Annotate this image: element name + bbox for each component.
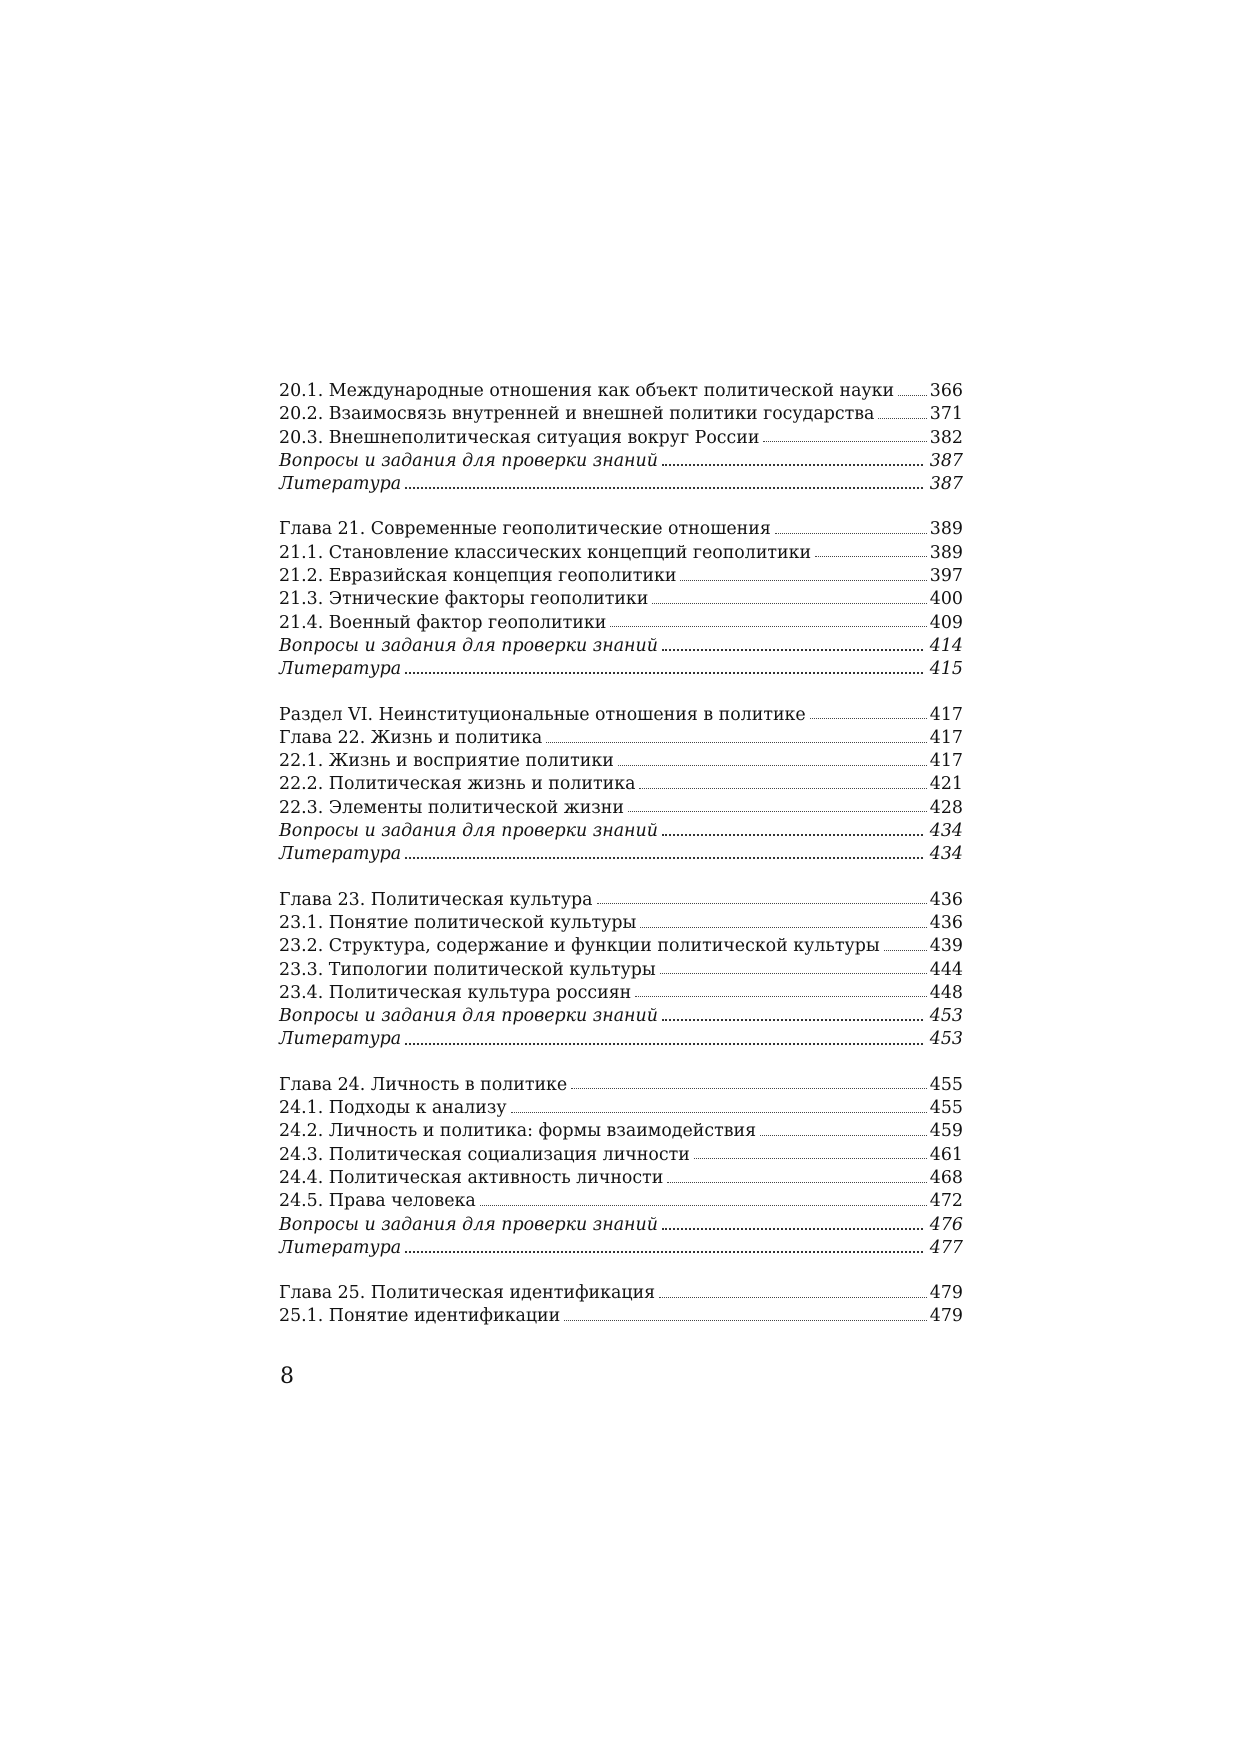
toc-entry-title: Глава 23. Политическая культура <box>279 889 593 910</box>
toc-entry <box>279 1282 963 1305</box>
toc-entry-title: 22.2. Политическая жизнь и политика <box>279 774 636 795</box>
toc-entry-title: Литература <box>279 1029 402 1050</box>
page-number: 8 <box>280 1364 294 1389</box>
toc-entry <box>279 658 963 681</box>
toc-entry-title: 23.4. Политическая культура россиян <box>279 982 632 1003</box>
toc-entry-title: Раздел VI. Неинституциональные отношения в политике <box>279 704 806 725</box>
toc-entry-title: 20.2. Взаимосвязь внутренней и внешней политики государства <box>279 404 875 425</box>
dot-leader <box>628 810 927 812</box>
dot-leader <box>898 394 927 396</box>
toc-entry <box>279 427 963 450</box>
toc-entry <box>279 889 963 912</box>
toc-group <box>279 1074 963 1260</box>
toc-entry <box>279 843 963 866</box>
toc-entry-title: 24.1. Подходы к анализу <box>279 1098 507 1119</box>
toc-entry-title: 21.2. Евразийская концепция геополитики <box>279 566 677 587</box>
toc-entry-page: 468 <box>929 1167 963 1188</box>
dot-leader <box>662 463 923 466</box>
toc-entry <box>279 1190 963 1213</box>
toc-entry-page: 477 <box>929 1237 963 1258</box>
dot-leader <box>662 1227 923 1230</box>
dot-leader <box>763 440 926 442</box>
toc-entry <box>279 1214 963 1237</box>
toc-entry-page: 476 <box>929 1214 963 1235</box>
dot-leader <box>659 1296 927 1298</box>
dot-leader <box>405 1250 923 1253</box>
toc-entry-page: 444 <box>929 959 963 980</box>
toc-entry-title: 20.3. Внешнеполитическая ситуация вокруг России <box>279 427 760 448</box>
toc-entry-title: 22.1. Жизнь и восприятие политики <box>279 751 614 772</box>
toc-group <box>279 889 963 1052</box>
toc-entry-title: 22.3. Элементы политической жизни <box>279 797 624 818</box>
dot-leader <box>884 949 927 951</box>
toc-entry-page: 461 <box>929 1144 963 1165</box>
toc-entry <box>279 565 963 588</box>
toc-entry-title: 24.4. Политическая активность личности <box>279 1167 664 1188</box>
dot-leader <box>405 671 923 674</box>
toc-entry-page: 455 <box>929 1074 963 1095</box>
toc-entry-title: 25.1. Понятие идентификации <box>279 1306 561 1327</box>
toc-entry-title: 24.5. Права человека <box>279 1191 476 1212</box>
toc-entry-page: 479 <box>929 1283 963 1304</box>
toc-entry-page: 434 <box>929 821 963 842</box>
dot-leader <box>405 856 923 859</box>
toc-entry-title: Литература <box>279 844 402 865</box>
toc-entry <box>279 380 963 403</box>
dot-leader <box>618 764 927 766</box>
toc-entry-title: 21.4. Военный фактор геополитики <box>279 612 607 633</box>
toc-entry-title: 23.1. Понятие политической культуры <box>279 912 637 933</box>
toc-entry-page: 417 <box>929 727 963 748</box>
toc-entry <box>279 403 963 426</box>
toc-entry <box>279 1305 963 1328</box>
toc-entry-title: Глава 24. Личность в политике <box>279 1074 568 1095</box>
dot-leader <box>480 1204 927 1206</box>
toc-entry <box>279 635 963 658</box>
toc-entry-page: 436 <box>929 889 963 910</box>
toc-entry-title: Вопросы и задания для проверки знаний <box>279 450 658 471</box>
dot-leader <box>662 1018 923 1021</box>
toc-entry <box>279 518 963 541</box>
toc-group <box>279 380 963 496</box>
toc-entry-title: 23.3. Типологии политической культуры <box>279 959 656 980</box>
toc-entry <box>279 1028 963 1051</box>
toc-entry-title: Литература <box>279 1237 402 1258</box>
toc-entry-title: Вопросы и задания для проверки знаний <box>279 821 658 842</box>
toc-entry-page: 397 <box>929 566 963 587</box>
toc-entry-page: 417 <box>929 751 963 772</box>
toc-entry-title: 21.3. Этнические факторы геополитики <box>279 589 649 610</box>
toc-entry-page: 472 <box>929 1191 963 1212</box>
dot-leader <box>597 902 927 904</box>
toc-entry <box>279 473 963 496</box>
toc-entry-page: 428 <box>929 797 963 818</box>
dot-leader <box>511 1111 927 1113</box>
toc-entry-title: 23.2. Структура, содержание и функции политической культуры <box>279 936 880 957</box>
dot-leader <box>652 602 926 604</box>
dot-leader <box>640 926 926 928</box>
toc-entry-page: 387 <box>929 450 963 471</box>
dot-leader <box>694 1157 927 1159</box>
toc-entry <box>279 450 963 473</box>
toc-entry-page: 459 <box>929 1121 963 1142</box>
toc-entry <box>279 1097 963 1120</box>
toc-entry <box>279 1144 963 1167</box>
toc-entry <box>279 820 963 843</box>
toc-entry-page: 436 <box>929 912 963 933</box>
toc-entry-page: 453 <box>929 1029 963 1050</box>
toc-entry-page: 400 <box>929 589 963 610</box>
toc-entry <box>279 935 963 958</box>
toc-entry <box>279 542 963 565</box>
dot-leader <box>405 1042 923 1045</box>
toc-entry-page: 421 <box>929 774 963 795</box>
toc-entry-title: 24.2. Личность и политика: формы взаимодействия <box>279 1121 757 1142</box>
toc-entry <box>279 1005 963 1028</box>
toc-entry <box>279 588 963 611</box>
toc-entry-title: 20.1. Международные отношения как объект политической науки <box>279 381 895 401</box>
toc-entry-page: 382 <box>929 427 963 448</box>
toc-entry-page: 455 <box>929 1098 963 1119</box>
toc-entry-title: Вопросы и задания для проверки знаний <box>279 1214 658 1235</box>
dot-leader <box>810 717 927 719</box>
toc-entry-title: 24.3. Политическая социализация личности <box>279 1144 690 1165</box>
toc-entry-page: 479 <box>929 1306 963 1327</box>
dot-leader <box>680 579 926 581</box>
dot-leader <box>760 1134 927 1136</box>
toc-entry-page: 389 <box>929 542 963 563</box>
dot-leader <box>667 1181 926 1183</box>
toc-entry <box>279 797 963 820</box>
toc-entry-title: Глава 25. Политическая идентификация <box>279 1283 656 1304</box>
toc-entry-page: 371 <box>929 404 963 425</box>
toc-entry-title: Глава 22. Жизнь и политика <box>279 727 543 748</box>
toc-entry <box>279 912 963 935</box>
toc-entry-page: 434 <box>929 844 963 865</box>
dot-leader <box>662 833 923 836</box>
dot-leader <box>662 648 923 651</box>
toc-entry <box>279 704 963 727</box>
dot-leader <box>639 787 926 789</box>
dot-leader <box>635 995 927 997</box>
toc-entry <box>279 1120 963 1143</box>
toc-group <box>279 518 963 681</box>
toc-entry <box>279 1167 963 1190</box>
toc-entry <box>279 612 963 635</box>
toc-group <box>279 1282 963 1329</box>
toc-entry <box>279 982 963 1005</box>
toc-entry-page: 409 <box>929 612 963 633</box>
toc-entry-page: 414 <box>929 635 963 656</box>
toc-entry-title: Литература <box>279 474 402 495</box>
dot-leader <box>610 625 926 627</box>
dot-leader <box>660 972 927 974</box>
toc-group <box>279 704 963 867</box>
dot-leader <box>775 532 927 534</box>
dot-leader <box>546 741 927 743</box>
toc-entry <box>279 727 963 750</box>
toc-entry-page: 415 <box>929 659 963 680</box>
toc-entry-page: 448 <box>929 982 963 1003</box>
toc-entry <box>279 1074 963 1097</box>
dot-leader <box>571 1087 927 1089</box>
toc-entry-page: 439 <box>929 936 963 957</box>
toc-entry-page: 417 <box>929 704 963 725</box>
toc-entry-title: 21.1. Становление классических концепций геополитики <box>279 542 812 563</box>
dot-leader <box>878 417 926 419</box>
toc-entry-page: 389 <box>929 519 963 540</box>
toc-entry-title: Литература <box>279 659 402 680</box>
toc-entry <box>279 750 963 773</box>
table-of-contents <box>279 380 963 1351</box>
toc-entry <box>279 773 963 796</box>
dot-leader <box>564 1319 927 1321</box>
toc-entry-page: 387 <box>929 474 963 495</box>
toc-entry-title: Вопросы и задания для проверки знаний <box>279 1006 658 1027</box>
toc-entry <box>279 959 963 982</box>
dot-leader <box>405 486 923 489</box>
toc-entry-title: Глава 21. Современные геополитические отношения <box>279 519 771 540</box>
toc-entry-page: 453 <box>929 1006 963 1027</box>
toc-entry-title: Вопросы и задания для проверки знаний <box>279 635 658 656</box>
toc-entry-page: 366 <box>929 381 963 401</box>
dot-leader <box>815 555 927 557</box>
toc-entry <box>279 1237 963 1260</box>
